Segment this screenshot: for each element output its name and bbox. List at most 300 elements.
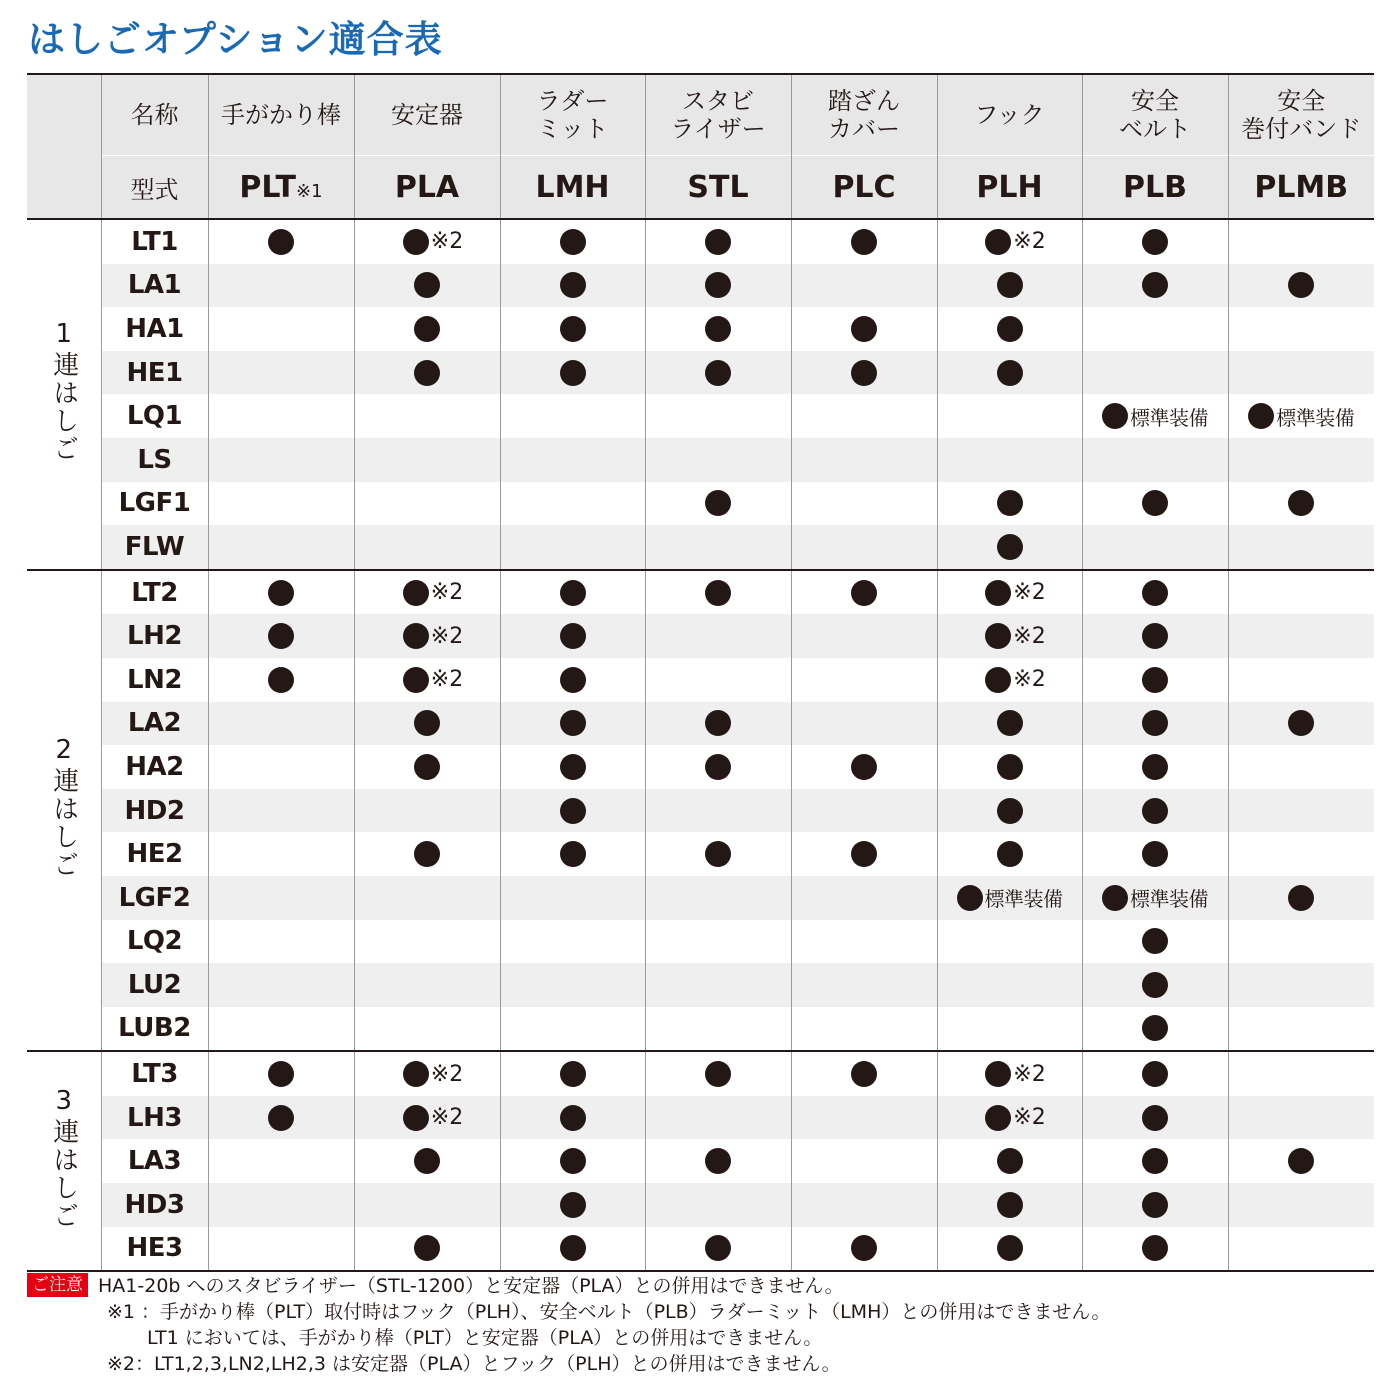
compat-cell [354, 1051, 500, 1096]
compat-mark [560, 798, 586, 824]
standard-equipment-label: 標準装備 [1130, 887, 1208, 912]
compat-cell [1082, 438, 1228, 482]
compat-cell [1082, 525, 1228, 570]
column-code-text: LMH [535, 169, 610, 205]
name-label: 名称 [101, 74, 208, 156]
compat-mark [268, 580, 294, 606]
compat-cell [791, 307, 937, 351]
compat-cell [1228, 876, 1374, 920]
compatible-dot-icon [851, 360, 877, 386]
compat-cell [1228, 307, 1374, 351]
compatible-dot-icon [705, 754, 731, 780]
compat-mark [997, 1192, 1023, 1218]
table-row [27, 438, 1374, 482]
compat-cell [208, 876, 354, 920]
type-label: 型式 [101, 156, 208, 220]
compat-cell [208, 745, 354, 789]
compat-mark [997, 360, 1023, 386]
compat-cell [937, 702, 1082, 746]
compat-mark [1102, 402, 1208, 431]
table-row [27, 570, 1374, 615]
compat-mark [560, 1148, 586, 1174]
column-code-1 [354, 156, 500, 220]
compat-cell [1228, 614, 1374, 658]
compat-cell [1082, 745, 1228, 789]
compat-mark [1142, 580, 1168, 606]
group-label-cell [27, 219, 101, 570]
compat-cell [791, 438, 937, 482]
compat-mark [560, 1192, 586, 1218]
compat-cell [1082, 789, 1228, 833]
table-row [27, 525, 1374, 570]
compat-mark [705, 1061, 731, 1087]
compat-cell [208, 264, 354, 308]
compat-cell [354, 394, 500, 438]
compatible-dot-icon [851, 229, 877, 255]
compatible-dot-icon [560, 710, 586, 736]
compatible-dot-icon [414, 316, 440, 342]
compat-mark [391, 623, 463, 649]
compat-cell [500, 702, 645, 746]
compat-cell [791, 1007, 937, 1052]
column-code-2 [500, 156, 645, 220]
compatible-dot-icon [851, 841, 877, 867]
compat-cell [1228, 745, 1374, 789]
compat-cell [1228, 789, 1374, 833]
compat-mark [1142, 667, 1168, 693]
compatible-dot-icon [1142, 1015, 1168, 1041]
footnote-mark: ※2 [1013, 1061, 1046, 1087]
compat-cell [937, 1007, 1082, 1052]
compatible-dot-icon [997, 316, 1023, 342]
compat-cell [354, 920, 500, 964]
compatible-dot-icon [997, 360, 1023, 386]
compatible-dot-icon [705, 360, 731, 386]
compat-cell [645, 1051, 791, 1096]
compatible-dot-icon [1142, 272, 1168, 298]
compat-cell [937, 963, 1082, 1007]
compat-mark [705, 360, 731, 386]
compat-cell [354, 614, 500, 658]
compat-mark [705, 490, 731, 516]
compat-cell [645, 832, 791, 876]
compat-mark [1142, 490, 1168, 516]
compatible-dot-icon [1288, 885, 1314, 911]
group-label: 2連はしご [48, 735, 79, 880]
compatible-dot-icon [1142, 1105, 1168, 1131]
compat-cell [937, 876, 1082, 920]
compat-cell [645, 1227, 791, 1272]
compatible-dot-icon [560, 1105, 586, 1131]
compatible-dot-icon [1102, 403, 1128, 429]
compat-cell [500, 351, 645, 395]
compat-cell [208, 702, 354, 746]
compatible-dot-icon [560, 229, 586, 255]
table-row [27, 1051, 1374, 1096]
model-cell: LQ2 [101, 920, 208, 964]
compat-cell [354, 219, 500, 264]
compat-mark [705, 1148, 731, 1174]
compat-mark [414, 316, 440, 342]
compatible-dot-icon [403, 623, 429, 649]
compatible-dot-icon [414, 710, 440, 736]
compat-mark [268, 667, 294, 693]
compatible-dot-icon [268, 1061, 294, 1087]
compat-mark [1248, 402, 1354, 431]
group-label-cell [27, 1051, 101, 1271]
compatible-dot-icon [705, 1235, 731, 1261]
compatible-dot-icon [1142, 841, 1168, 867]
column-name-0: 手がかり棒 [208, 74, 354, 156]
compat-cell [937, 832, 1082, 876]
note-text-2: ※1 ：手がかり棒（PLT）取付時はフック（PLH）、安全ベルト（PLB）ラダーミット（LMH）との併用はできません。 [107, 1301, 1111, 1323]
compat-cell [1228, 570, 1374, 615]
compat-cell [208, 963, 354, 1007]
compat-cell [500, 264, 645, 308]
note-text-1: HA1-20b へのスタビライザー（STL-1200）と安定器（PLA）との併用はできません。 [98, 1275, 844, 1297]
footnote-mark: ※2 [430, 623, 464, 649]
compat-cell [645, 438, 791, 482]
table-row [27, 832, 1374, 876]
compatible-dot-icon [560, 360, 586, 386]
compat-cell [500, 1183, 645, 1227]
compat-mark [973, 229, 1045, 255]
compat-mark [1102, 883, 1208, 912]
compat-mark [957, 883, 1063, 912]
model-cell: LA3 [101, 1139, 208, 1183]
compat-cell [645, 614, 791, 658]
model-cell: LT3 [101, 1051, 208, 1096]
compatible-dot-icon [1142, 1235, 1168, 1261]
column-name-1: 安定器 [354, 74, 500, 156]
compat-mark [1142, 841, 1168, 867]
table-row [27, 482, 1374, 526]
compat-cell [1228, 438, 1374, 482]
compat-mark [560, 841, 586, 867]
compat-cell [937, 920, 1082, 964]
table-row [27, 219, 1374, 264]
model-cell: HE1 [101, 351, 208, 395]
compat-mark [1142, 1235, 1168, 1261]
column-code-text: STL [687, 169, 749, 205]
column-name-3: スタビ ライザー [645, 74, 791, 156]
model-cell: HA2 [101, 745, 208, 789]
compat-mark [268, 623, 294, 649]
compatible-dot-icon [1142, 1148, 1168, 1174]
compatible-dot-icon [985, 580, 1011, 606]
compat-mark [973, 580, 1045, 606]
compat-cell [500, 658, 645, 702]
compatible-dot-icon [985, 1105, 1011, 1131]
compat-cell [1228, 394, 1374, 438]
compat-cell [937, 307, 1082, 351]
compat-mark [1142, 229, 1168, 255]
compat-cell [1082, 702, 1228, 746]
compat-mark [1142, 1015, 1168, 1041]
compatible-dot-icon [705, 272, 731, 298]
compat-cell [937, 1227, 1082, 1272]
compat-mark [268, 1105, 294, 1131]
compat-mark [997, 710, 1023, 736]
compatible-dot-icon [985, 623, 1011, 649]
compat-mark [997, 272, 1023, 298]
compat-mark [1142, 623, 1168, 649]
compatible-dot-icon [560, 841, 586, 867]
compat-mark [560, 710, 586, 736]
table-row [27, 658, 1374, 702]
compatible-dot-icon [560, 1192, 586, 1218]
compat-cell [500, 614, 645, 658]
compat-cell [500, 438, 645, 482]
compat-cell [1228, 832, 1374, 876]
model-cell: LGF2 [101, 876, 208, 920]
compat-cell [645, 219, 791, 264]
footnote-mark: ※2 [430, 1105, 464, 1131]
compatible-dot-icon [1142, 972, 1168, 998]
compat-mark [973, 667, 1045, 693]
compat-cell [937, 1139, 1082, 1183]
compat-cell [645, 1183, 791, 1227]
compat-cell [208, 394, 354, 438]
model-cell: FLW [101, 525, 208, 570]
table-row [27, 876, 1374, 920]
compat-mark [705, 316, 731, 342]
compat-cell [208, 1051, 354, 1096]
compat-cell [937, 789, 1082, 833]
compat-cell [500, 789, 645, 833]
compat-mark [997, 841, 1023, 867]
compatible-dot-icon [560, 667, 586, 693]
compat-cell [1082, 1007, 1228, 1052]
compat-cell [937, 394, 1082, 438]
compat-cell [500, 394, 645, 438]
caution-badge: ご注意 [27, 1273, 88, 1297]
compat-cell [937, 264, 1082, 308]
compatible-dot-icon [705, 490, 731, 516]
notes [27, 1273, 1387, 1377]
table-row [27, 351, 1374, 395]
compat-mark [705, 580, 731, 606]
note-text-4: ※2：LT1,2,3,LN2,LH2,3 は安定器（PLA）とフック（PLH）との併用はできません。 [107, 1353, 841, 1375]
group-label: 3連はしご [48, 1085, 79, 1230]
compatible-dot-icon [851, 316, 877, 342]
compat-cell [208, 832, 354, 876]
compat-cell [791, 394, 937, 438]
compat-cell [1082, 1227, 1228, 1272]
compatible-dot-icon [997, 710, 1023, 736]
compat-cell [1228, 963, 1374, 1007]
compat-cell [791, 702, 937, 746]
compat-cell [791, 614, 937, 658]
compat-cell [1082, 351, 1228, 395]
model-cell: HD3 [101, 1183, 208, 1227]
compatible-dot-icon [268, 667, 294, 693]
compat-cell [1228, 702, 1374, 746]
compat-mark [997, 1148, 1023, 1174]
compat-cell [500, 1051, 645, 1096]
compat-cell [500, 525, 645, 570]
table-row [27, 702, 1374, 746]
compat-mark [851, 754, 877, 780]
compat-mark [560, 580, 586, 606]
compatible-dot-icon [957, 885, 983, 911]
compat-cell [791, 963, 937, 1007]
compat-cell [645, 1007, 791, 1052]
model-cell: LU2 [101, 963, 208, 1007]
compatible-dot-icon [1142, 229, 1168, 255]
compat-cell [354, 702, 500, 746]
compat-mark [560, 1105, 586, 1131]
page-title: はしごオプション適合表 [28, 18, 443, 61]
compat-cell [645, 525, 791, 570]
compat-mark [1142, 1105, 1168, 1131]
compat-cell [208, 658, 354, 702]
compat-cell [1082, 832, 1228, 876]
compat-mark [391, 1105, 463, 1131]
compatible-dot-icon [851, 1235, 877, 1261]
compat-mark [851, 1061, 877, 1087]
compat-cell [791, 1139, 937, 1183]
compatible-dot-icon [705, 316, 731, 342]
compat-mark [414, 1148, 440, 1174]
compat-cell [791, 920, 937, 964]
compat-mark [391, 229, 463, 255]
compat-mark [705, 1235, 731, 1261]
compatible-dot-icon [414, 754, 440, 780]
compat-cell [937, 1096, 1082, 1140]
compat-mark [851, 580, 877, 606]
compat-mark [1288, 885, 1314, 911]
model-cell: LH2 [101, 614, 208, 658]
standard-equipment-label: 標準装備 [984, 887, 1063, 912]
compatible-dot-icon [985, 229, 1011, 255]
compat-cell [208, 525, 354, 570]
table-row [27, 394, 1374, 438]
compat-cell [791, 789, 937, 833]
compat-mark [560, 1061, 586, 1087]
compat-cell [354, 307, 500, 351]
compatible-dot-icon [1288, 272, 1314, 298]
column-code-text: PLC [832, 169, 896, 205]
compatible-dot-icon [705, 841, 731, 867]
model-cell: LQ1 [101, 394, 208, 438]
compat-mark [997, 1235, 1023, 1261]
compat-mark [851, 360, 877, 386]
compat-cell [208, 1096, 354, 1140]
compat-mark [973, 623, 1045, 649]
note-line-3 [27, 1325, 1387, 1351]
compatible-dot-icon [403, 667, 429, 693]
compat-mark [851, 1235, 877, 1261]
compatible-dot-icon [268, 623, 294, 649]
standard-equipment-label: 標準装備 [1276, 405, 1355, 430]
footnote-mark: ※2 [1013, 580, 1046, 606]
column-code-4 [791, 156, 937, 220]
compat-cell [791, 1183, 937, 1227]
compat-cell [208, 482, 354, 526]
compat-mark [705, 229, 731, 255]
compat-mark [1288, 272, 1314, 298]
compat-mark [997, 754, 1023, 780]
compat-cell [1228, 264, 1374, 308]
compatible-dot-icon [560, 798, 586, 824]
compat-cell [500, 307, 645, 351]
compat-cell [645, 745, 791, 789]
compat-cell [645, 351, 791, 395]
compat-cell [500, 482, 645, 526]
compat-cell [1082, 920, 1228, 964]
compat-cell [1082, 307, 1228, 351]
compatible-dot-icon [851, 754, 877, 780]
compat-mark [851, 316, 877, 342]
compat-cell [937, 525, 1082, 570]
compat-mark [1288, 490, 1314, 516]
compat-cell [1082, 1139, 1228, 1183]
compatible-dot-icon [997, 754, 1023, 780]
compatible-dot-icon [705, 580, 731, 606]
table-row [27, 745, 1374, 789]
compat-cell [500, 832, 645, 876]
column-name-7: 安全 巻付バンド [1228, 74, 1374, 156]
compat-mark [560, 360, 586, 386]
compat-mark [705, 841, 731, 867]
header-corner [27, 74, 101, 219]
compat-mark [560, 272, 586, 298]
compat-cell [354, 832, 500, 876]
compatible-dot-icon [997, 490, 1023, 516]
compatible-dot-icon [1142, 623, 1168, 649]
compat-mark [414, 360, 440, 386]
compatible-dot-icon [414, 360, 440, 386]
model-cell: LT2 [101, 570, 208, 615]
note-line-1 [27, 1273, 1387, 1299]
compat-cell [1228, 658, 1374, 702]
compat-cell [645, 702, 791, 746]
compatible-dot-icon [1142, 710, 1168, 736]
compat-cell [791, 745, 937, 789]
model-cell: HA1 [101, 307, 208, 351]
compat-cell [937, 745, 1082, 789]
compat-cell [1228, 482, 1374, 526]
column-code-5 [937, 156, 1082, 220]
compat-cell [791, 658, 937, 702]
compat-cell [1082, 1183, 1228, 1227]
compat-mark [705, 710, 731, 736]
compat-cell [500, 1139, 645, 1183]
model-cell: LN2 [101, 658, 208, 702]
compat-cell [208, 438, 354, 482]
compat-cell [645, 1139, 791, 1183]
compatible-dot-icon [705, 710, 731, 736]
compatible-dot-icon [414, 841, 440, 867]
compat-cell [645, 658, 791, 702]
compat-cell [1228, 351, 1374, 395]
compat-cell [1228, 1051, 1374, 1096]
standard-equipment-label: 標準装備 [1130, 405, 1208, 430]
compat-cell [645, 963, 791, 1007]
table-row [27, 1183, 1374, 1227]
column-name-4: 踏ざん カバー [791, 74, 937, 156]
compatible-dot-icon [403, 1061, 429, 1087]
compat-cell [791, 1051, 937, 1096]
compat-cell [500, 963, 645, 1007]
compatible-dot-icon [1248, 403, 1274, 429]
compatible-dot-icon [560, 580, 586, 606]
compatible-dot-icon [268, 1105, 294, 1131]
compat-mark [560, 623, 586, 649]
compat-cell [354, 1139, 500, 1183]
compat-mark [1142, 972, 1168, 998]
